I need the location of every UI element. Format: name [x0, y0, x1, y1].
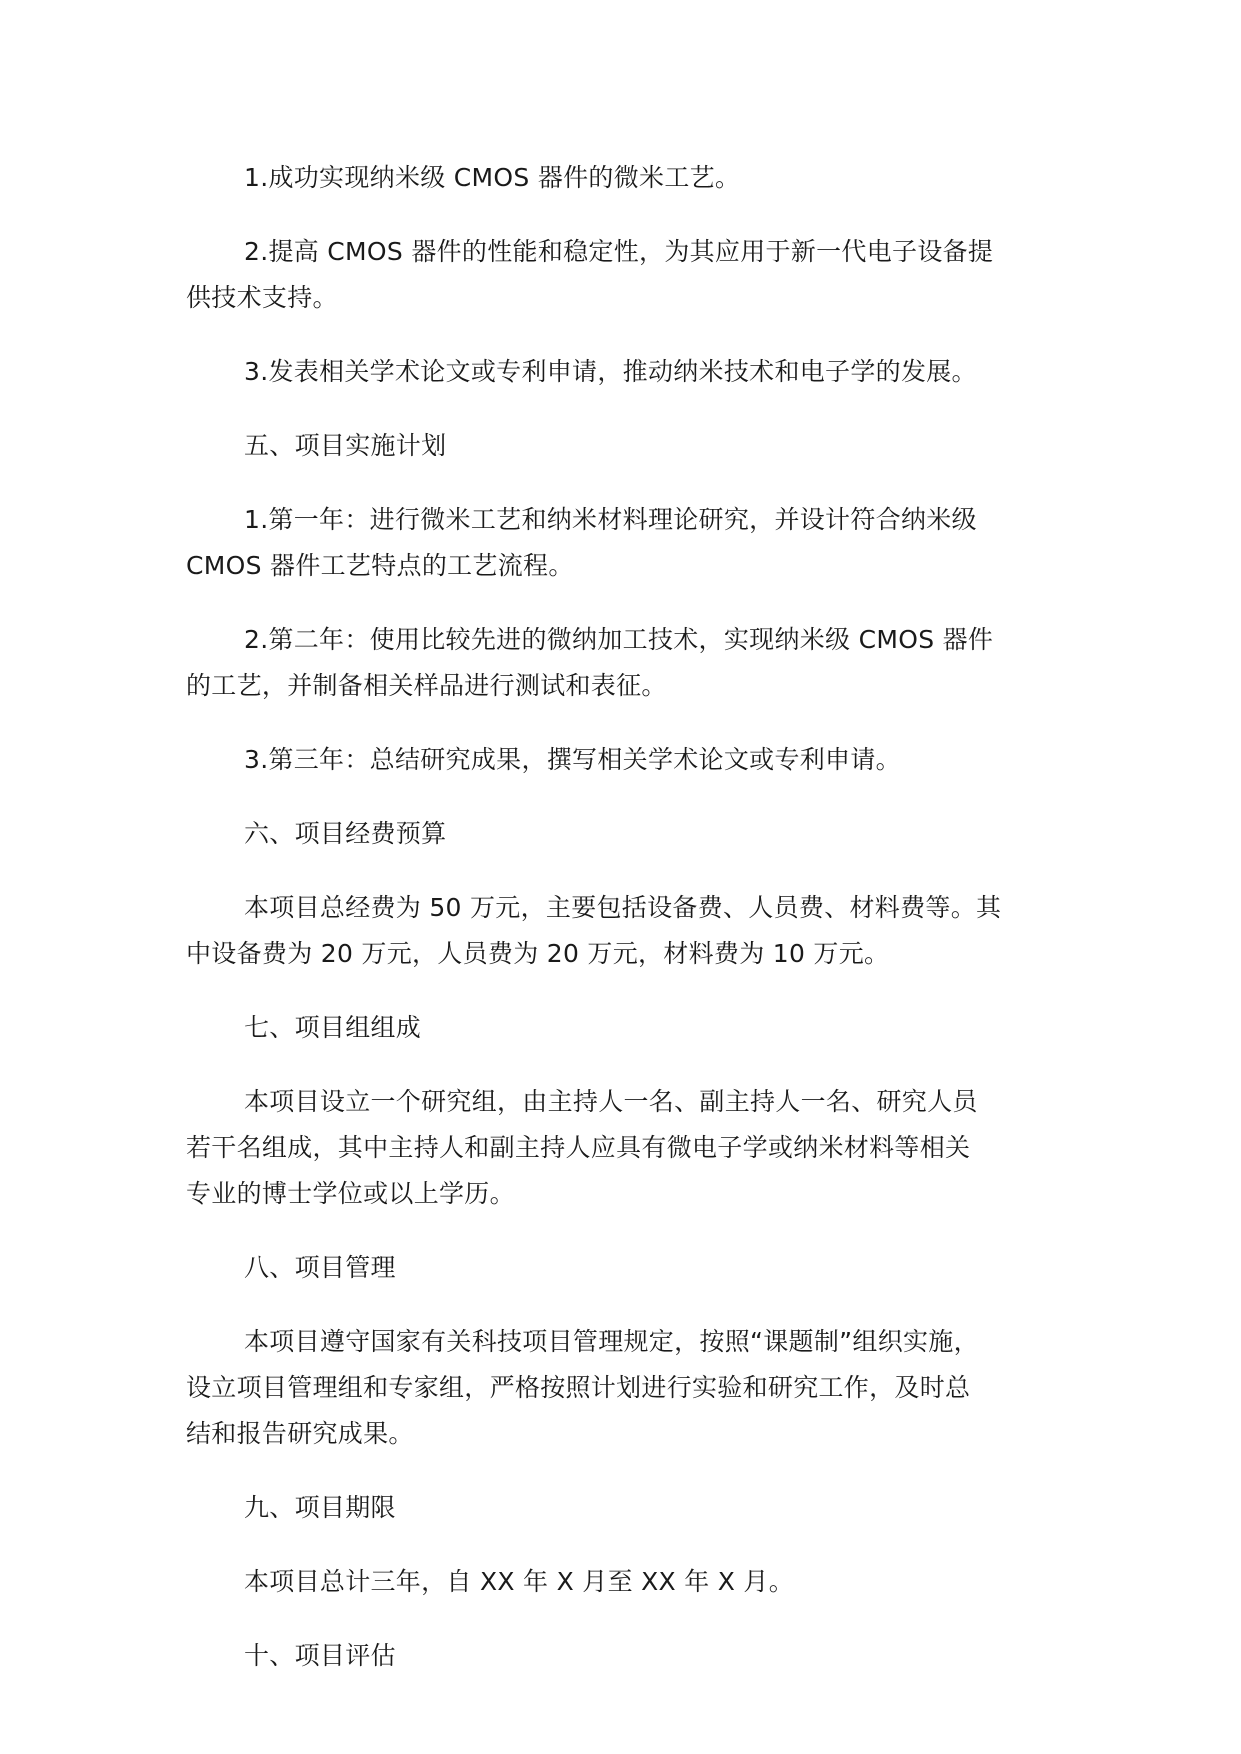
section-heading-management	[186, 1245, 1066, 1291]
paragraph-budget	[186, 885, 1066, 977]
text-line: 中设备费为 20 万元，人员费为 20 万元，材料费为 10 万元。	[186, 939, 890, 968]
text-line: 2.提高 CMOS 器件的性能和稳定性，为其应用于新一代电子设备提	[244, 237, 994, 266]
text-line: 专业的博士学位或以上学历。	[186, 1179, 515, 1208]
text-line: 本项目设立一个研究组，由主持人一名、副主持人一名、研究人员	[244, 1087, 978, 1116]
text-line: 3.发表相关学术论文或专利申请，推动纳米技术和电子学的发展。	[244, 357, 977, 386]
text-line: 若干名组成，其中主持人和副主持人应具有微电子学或纳米材料等相关	[186, 1133, 971, 1162]
paragraph-goal-2	[186, 229, 1066, 321]
paragraph-plan-year-3	[186, 737, 1066, 783]
document-body	[186, 155, 1066, 1707]
paragraph-management	[186, 1319, 1066, 1457]
text-line: 3.第三年：总结研究成果，撰写相关学术论文或专利申请。	[244, 745, 901, 774]
text-line: 结和报告研究成果。	[186, 1419, 414, 1448]
section-heading-team	[186, 1005, 1066, 1051]
section-heading-evaluation	[186, 1633, 1066, 1679]
text-line: 1.成功实现纳米级 CMOS 器件的微米工艺。	[244, 163, 741, 192]
section-heading-implementation-plan	[186, 423, 1066, 469]
paragraph-plan-year-2	[186, 617, 1066, 709]
heading-text: 七、项目组组成	[244, 1013, 422, 1042]
paragraph-goal-3	[186, 349, 1066, 395]
text-line: 本项目遵守国家有关科技项目管理规定，按照“课题制”组织实施，	[244, 1327, 979, 1356]
heading-text: 九、项目期限	[244, 1493, 396, 1522]
paragraph-goal-1	[186, 155, 1066, 201]
heading-text: 八、项目管理	[244, 1253, 396, 1282]
text-line: 的工艺，并制备相关样品进行测试和表征。	[186, 671, 667, 700]
paragraph-team	[186, 1079, 1066, 1217]
paragraph-duration	[186, 1559, 1066, 1605]
text-line: 本项目总计三年，自 XX 年 X 月至 XX 年 X 月。	[244, 1567, 795, 1596]
text-line: 设立项目管理组和专家组，严格按照计划进行实验和研究工作，及时总	[186, 1373, 971, 1402]
text-line: CMOS 器件工艺特点的工艺流程。	[186, 551, 574, 580]
heading-text: 六、项目经费预算	[244, 819, 447, 848]
text-line: 1.第一年：进行微米工艺和纳米材料理论研究，并设计符合纳米级	[244, 505, 977, 534]
heading-text: 五、项目实施计划	[244, 431, 447, 460]
section-heading-duration	[186, 1485, 1066, 1531]
section-heading-budget	[186, 811, 1066, 857]
text-line: 2.第二年：使用比较先进的微纳加工技术，实现纳米级 CMOS 器件	[244, 625, 994, 654]
text-line: 供技术支持。	[186, 283, 338, 312]
text-line: 本项目总经费为 50 万元，主要包括设备费、人员费、材料费等。其	[244, 893, 1002, 922]
paragraph-plan-year-1	[186, 497, 1066, 589]
heading-text: 十、项目评估	[244, 1641, 396, 1670]
